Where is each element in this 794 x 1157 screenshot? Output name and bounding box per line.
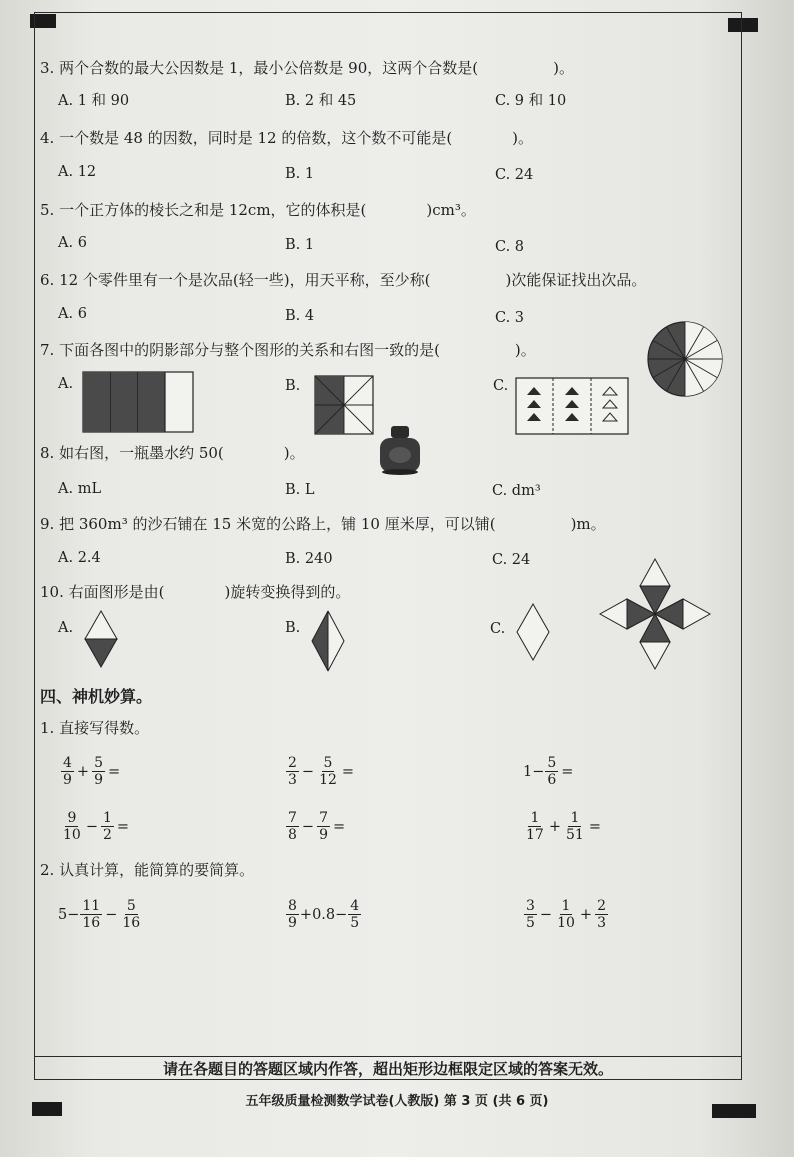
calc-2-expression-3: $\frac{3}{5}$ − $\frac{1}{10}$ + $\frac{2}{3}$ [526, 898, 606, 931]
q9-option-a: A. 2.4 [58, 550, 101, 566]
q10-option-b-figure [311, 610, 345, 672]
q9-option-b: B. 240 [285, 551, 333, 567]
q4-option-b: B. 1 [285, 166, 315, 182]
q9-option-c: C. 24 [492, 552, 531, 568]
q3-option-a: A. 1 和 90 [58, 93, 130, 109]
calc-1-expression-5: $\frac{7}{8}$ − $\frac{7}{9}$ = [288, 810, 346, 843]
q4-option-c: C. 24 [495, 167, 534, 183]
question-3: 3. 两个合数的最大公因数是 1，最小公倍数是 90，这两个合数是( )。 [40, 59, 574, 77]
q3-option-b: B. 2 和 45 [285, 93, 357, 109]
q6-option-a: A. 6 [58, 306, 87, 322]
question-6: 6. 12 个零件里有一个是次品(轻一些)，用天平称，至少称( )次能保证找出次品。 [40, 271, 647, 289]
section-4-title: 四、神机妙算。 [40, 687, 153, 706]
q7-option-c-figure [515, 377, 629, 435]
question-8: 8. 如右图，一瓶墨水约 50( )。 [40, 444, 305, 462]
q7-option-a-label: A. [58, 376, 74, 392]
ink-bottle-image [378, 424, 422, 476]
q10-option-c-label: C. [490, 621, 506, 637]
q10-option-b-label: B. [285, 620, 301, 636]
q5-option-a: A. 6 [58, 235, 87, 251]
q8-option-c: C. dm³ [492, 483, 541, 499]
q7-option-a-figure [82, 371, 194, 433]
q4-option-a: A. 12 [58, 164, 97, 180]
q7-option-b-label: B. [285, 378, 301, 394]
calc-2-title: 2. 认真计算，能简算的要简算。 [40, 861, 255, 879]
calc-1-title: 1. 直接写得数。 [40, 719, 150, 737]
calc-1-expression-1: $\frac{4}{9}$ + $\frac{5}{9}$ = [63, 755, 121, 788]
q10-option-a-figure [84, 610, 118, 668]
q7-option-c-label: C. [493, 378, 509, 394]
question-10: 10. 右面图形是由( )旋转变换得到的。 [40, 583, 351, 601]
q5-option-b: B. 1 [285, 237, 315, 253]
q8-option-b: B. L [285, 482, 315, 498]
question-9: 9. 把 360m³ 的沙石铺在 15 米宽的公路上，铺 10 厘米厚，可以铺( )m。 [40, 515, 606, 533]
q6-option-b: B. 4 [285, 308, 315, 324]
calc-1-expression-3: 1− $\frac{5}{6}$ = [523, 755, 574, 788]
q10-option-c-figure [516, 603, 550, 661]
page-footer: 五年级质量检测数学试卷(人教版) 第 3 页 (共 6 页) [245, 1094, 549, 1109]
calc-2-expression-1: 5− $\frac{11}{16}$ − $\frac{5}{16}$ [58, 898, 141, 931]
answer-area-notice: 请在各题目的答题区域内作答，超出矩形边框限定区域的答案无效。 [34, 1056, 742, 1080]
q6-option-c: C. 3 [495, 310, 525, 326]
q5-option-c: C. 8 [495, 239, 525, 255]
q3-option-c: C. 9 和 10 [495, 93, 567, 109]
calc-1-expression-6: $\frac{1}{17}$ + $\frac{1}{51}$ = [526, 810, 601, 843]
q7-option-b-figure [314, 375, 374, 435]
calc-1-expression-2: $\frac{2}{3}$ − $\frac{5}{12}$ = [288, 755, 355, 788]
q8-option-a: A. mL [58, 481, 102, 497]
question-7: 7. 下面各图中的阴影部分与整个图形的关系和右图一致的是( )。 [40, 341, 536, 359]
q7-reference-circle [646, 320, 724, 398]
calc-2-expression-2: $\frac{8}{9}$ +0.8− $\frac{4}{5}$ [288, 898, 360, 931]
q10-pinwheel-figure [598, 557, 712, 671]
question-4: 4. 一个数是 48 的因数，同时是 12 的倍数，这个数不可能是( )。 [40, 129, 534, 147]
q10-option-a-label: A. [58, 620, 74, 636]
question-5: 5. 一个正方体的棱长之和是 12cm，它的体积是( )cm³。 [40, 201, 476, 219]
calc-1-expression-4: $\frac{9}{10}$ − $\frac{1}{2}$ = [63, 810, 130, 843]
